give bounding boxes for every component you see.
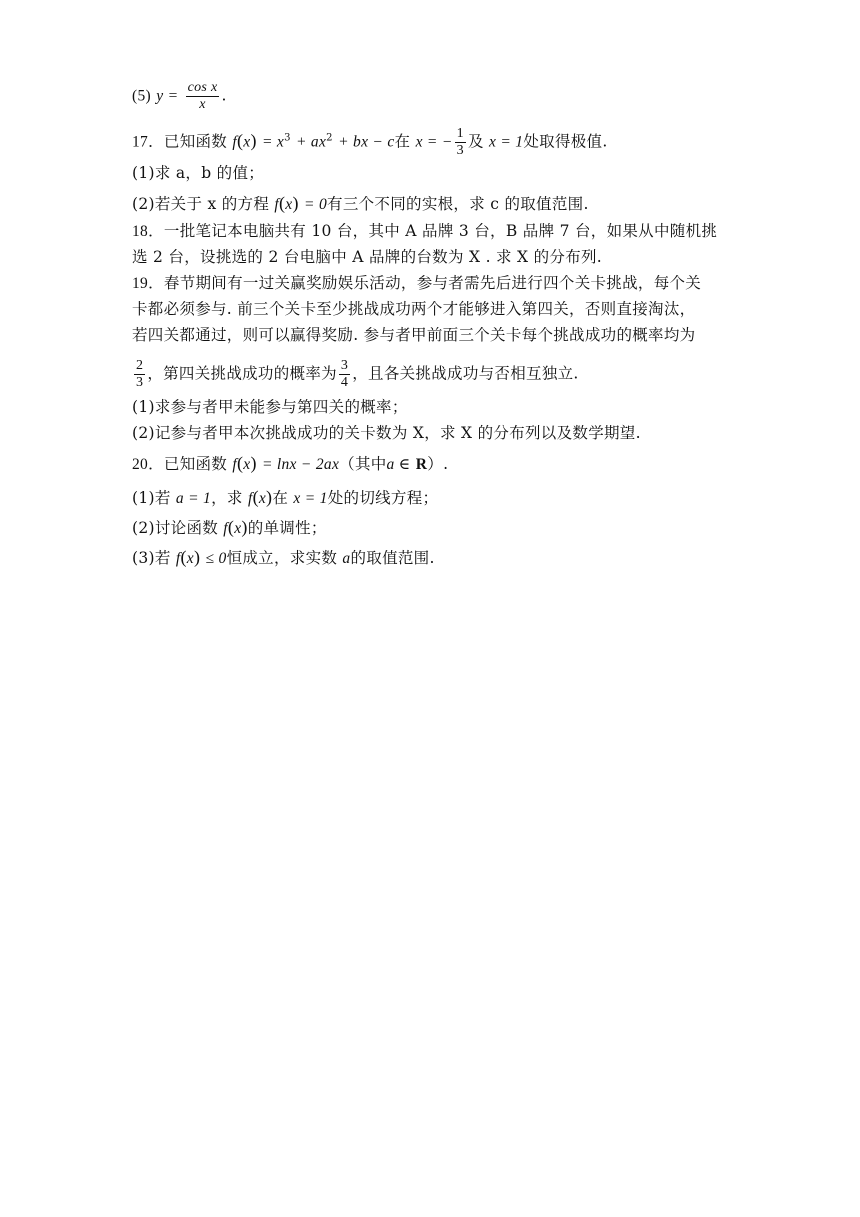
variable: a: [342, 550, 351, 567]
frac-numerator: 3: [340, 358, 349, 373]
func-name: f: [274, 196, 279, 213]
text: 已知函数: [163, 132, 228, 151]
text: (1)若: [132, 489, 171, 507]
text: 的取值范围.: [350, 549, 435, 567]
fraction-cosx-over-x: [186, 80, 220, 113]
frac-numerator: cos x: [187, 80, 218, 95]
text: (2)若关于 x 的方程: [132, 195, 270, 213]
formula-left: y =: [156, 87, 179, 105]
text: 的单调性；: [247, 519, 327, 537]
text: 在: [272, 489, 289, 507]
text: 在: [394, 132, 411, 151]
text: 及: [467, 132, 484, 151]
func-name: f: [175, 550, 181, 567]
text: （其中: [339, 455, 387, 473]
condition: a = 1: [175, 490, 212, 507]
func-name: f: [223, 520, 228, 537]
func-arg: x: [234, 520, 242, 537]
exponent: 3: [284, 132, 291, 144]
formula: + ax: [296, 133, 327, 151]
question-20-part-1: (1)若 a = 1，求 f(x)在 x = 1处的切线方程；: [132, 487, 439, 507]
text: ，第四关挑战成功的概率为: [147, 364, 337, 383]
text: ，且各关挑战成功与否相互独立.: [352, 364, 579, 383]
condition: a ∈: [386, 456, 411, 473]
text: (3)若: [132, 549, 171, 567]
question-17-part-1: (1)求 a，b 的值；: [132, 164, 265, 182]
item-label: (5): [132, 87, 151, 105]
formula: = x: [261, 133, 285, 151]
text: 已知函数: [163, 455, 228, 473]
question-number: 19．: [132, 275, 164, 292]
question-19-line-1: [132, 272, 732, 295]
question-number: 20．: [132, 456, 164, 473]
fraction-two-thirds: [134, 358, 145, 391]
question-number: 17．: [132, 133, 164, 151]
question-19-line-4: [132, 358, 732, 391]
condition: x = 1: [489, 133, 524, 151]
question-19-line-3: 若四关都通过，则可以赢得奖励. 参与者甲前面三个关卡每个挑战成功的概率均为: [132, 326, 696, 344]
func-name: f: [232, 133, 237, 151]
frac-denominator: 3: [456, 143, 464, 158]
func-arg: x: [243, 133, 251, 151]
text: 恒成立，求实数: [226, 549, 338, 567]
condition: x = −: [415, 133, 453, 151]
condition: x = 1: [293, 490, 328, 507]
frac-denominator: 3: [136, 375, 144, 390]
exponent: 2: [326, 132, 333, 144]
text: 处取得极值.: [523, 132, 608, 151]
func-name: f: [247, 490, 253, 507]
fraction-one-third: [455, 126, 466, 159]
text: ）.: [427, 455, 449, 473]
question-19-part-1: (1)求参与者甲未能参与第四关的概率；: [132, 398, 408, 416]
question-19-line-2: 卡都必须参与. 前三个关卡至少挑战成功两个才能够进入第四关，否则直接淘汰，: [132, 300, 696, 318]
text: 有三个不同的实根，求 c 的取值范围.: [327, 195, 589, 213]
item-5: [132, 80, 732, 113]
func-arg: x: [243, 456, 251, 473]
func-name: f: [232, 456, 237, 473]
func-arg: x: [285, 196, 293, 213]
fraction-three-quarters: [339, 358, 350, 391]
question-20-part-2: (2)讨论函数 f(x)的单调性；: [132, 517, 327, 537]
text: 一批笔记本电脑共有 10 台，其中 A 品牌 3 台，B 品牌 7 台，如果从中随机挑: [163, 222, 718, 240]
condition: ≤ 0: [205, 550, 227, 567]
question-20: 20．已知函数 f(x) = lnx − 2ax（其中a ∈ R）.: [132, 453, 449, 473]
formula: = lnx − 2ax: [261, 456, 340, 473]
question-18-line-1: [132, 220, 732, 243]
question-19-part-2: (2)记参与者甲本次挑战成功的关卡数为 X，求 X 的分布列以及数学期望.: [132, 424, 641, 442]
frac-numerator: 1: [456, 126, 464, 141]
text: 春节期间有一过关赢奖励娱乐活动，参与者需先后进行四个关卡挑战，每个关: [163, 274, 702, 292]
frac-denominator: x: [199, 97, 206, 112]
question-18-line-2: 选 2 台，设挑选的 2 台电脑中 A 品牌的台数为 X . 求 X 的分布列.: [132, 248, 603, 266]
real-set-symbol: R: [415, 456, 428, 473]
func-arg: x: [186, 550, 194, 567]
question-17-part-2: (2)若关于 x 的方程 f(x) = 0有三个不同的实根，求 c 的取值范围.: [132, 193, 589, 213]
question-17: 17．已知函数 $f(x) = x^3 + ax^2$ + bx − c在 x = − $\frac{1}{3}$ 及 x = 1处取得极值.: [132, 126, 608, 158]
question-number: 18．: [132, 223, 164, 240]
period: .: [221, 86, 227, 105]
frac-numerator: 2: [136, 358, 144, 373]
question-20-part-3: (3)若 f(x) ≤ 0恒成立，求实数 a的取值范围.: [132, 547, 435, 567]
func-arg: x: [258, 490, 267, 507]
formula: = 0: [304, 196, 328, 213]
text: (2)讨论函数: [132, 519, 219, 537]
text: 处的切线方程；: [327, 489, 439, 507]
text: ，求: [211, 489, 243, 507]
formula: + bx − c: [338, 133, 395, 151]
frac-denominator: 4: [340, 375, 349, 390]
